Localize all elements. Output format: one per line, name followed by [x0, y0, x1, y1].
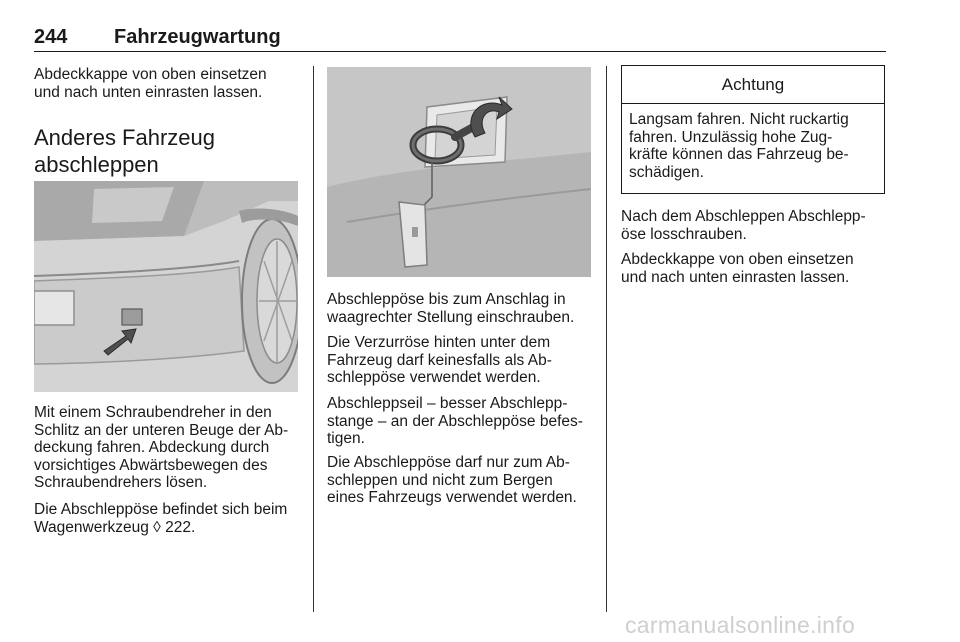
page-number: 244	[34, 26, 68, 48]
rear-bumper-illustration	[34, 181, 298, 392]
middle-paragraph-2: Die Verzurröse hinten unter dem Fahrzeug darf keinesfalls als Ab- schleppöse verwendet werden.	[327, 334, 552, 386]
towing-eye-illustration	[327, 67, 591, 277]
column-divider-1	[313, 66, 314, 612]
middle-paragraph-3: Abschleppseil – besser Abschlepp- stange – an der Abschleppöse befes- tigen.	[327, 395, 583, 447]
left-paragraph-2: Die Abschleppöse befindet sich beim Wagenwerkzeug ◊ 222.	[34, 501, 288, 536]
middle-paragraph-1: Abschleppöse bis zum Anschlag in waagrechter Stellung einschrauben.	[327, 291, 575, 326]
right-paragraph-1: Nach dem Abschleppen Abschlepp- öse losschrauben.	[621, 208, 866, 243]
section-heading: Anderes Fahrzeug abschleppen	[34, 125, 215, 177]
warning-title: Achtung	[622, 66, 884, 104]
middle-paragraph-4: Die Abschleppöse darf nur zum Ab- schleppen und nicht zum Bergen eines Fahrzeugs verwendet werden.	[327, 454, 577, 506]
page-header	[34, 26, 886, 52]
left-paragraph-1: Mit einem Schraubendreher in den Schlitz an der unteren Beuge der Ab- deckung fahren. Abdeckung durch vorsichtiges Abwärtsbewegen des Schraubendrehers lösen.	[34, 404, 289, 491]
watermark: carmanualsonline.info	[625, 612, 856, 638]
page-title: Fahrzeugwartung	[114, 26, 281, 48]
intro-text: Abdeckkappe von oben einsetzen und nach unten einrasten lassen.	[34, 66, 267, 101]
column-divider-2	[606, 66, 607, 612]
warning-box	[621, 65, 885, 194]
warning-text: Langsam fahren. Nicht ruckartig fahren. Unzulässig hohe Zug- kräfte können das Fahrzeug be- schädigen.	[629, 111, 849, 181]
header-rule	[34, 51, 886, 52]
right-paragraph-2: Abdeckkappe von oben einsetzen und nach unten einrasten lassen.	[621, 251, 854, 286]
